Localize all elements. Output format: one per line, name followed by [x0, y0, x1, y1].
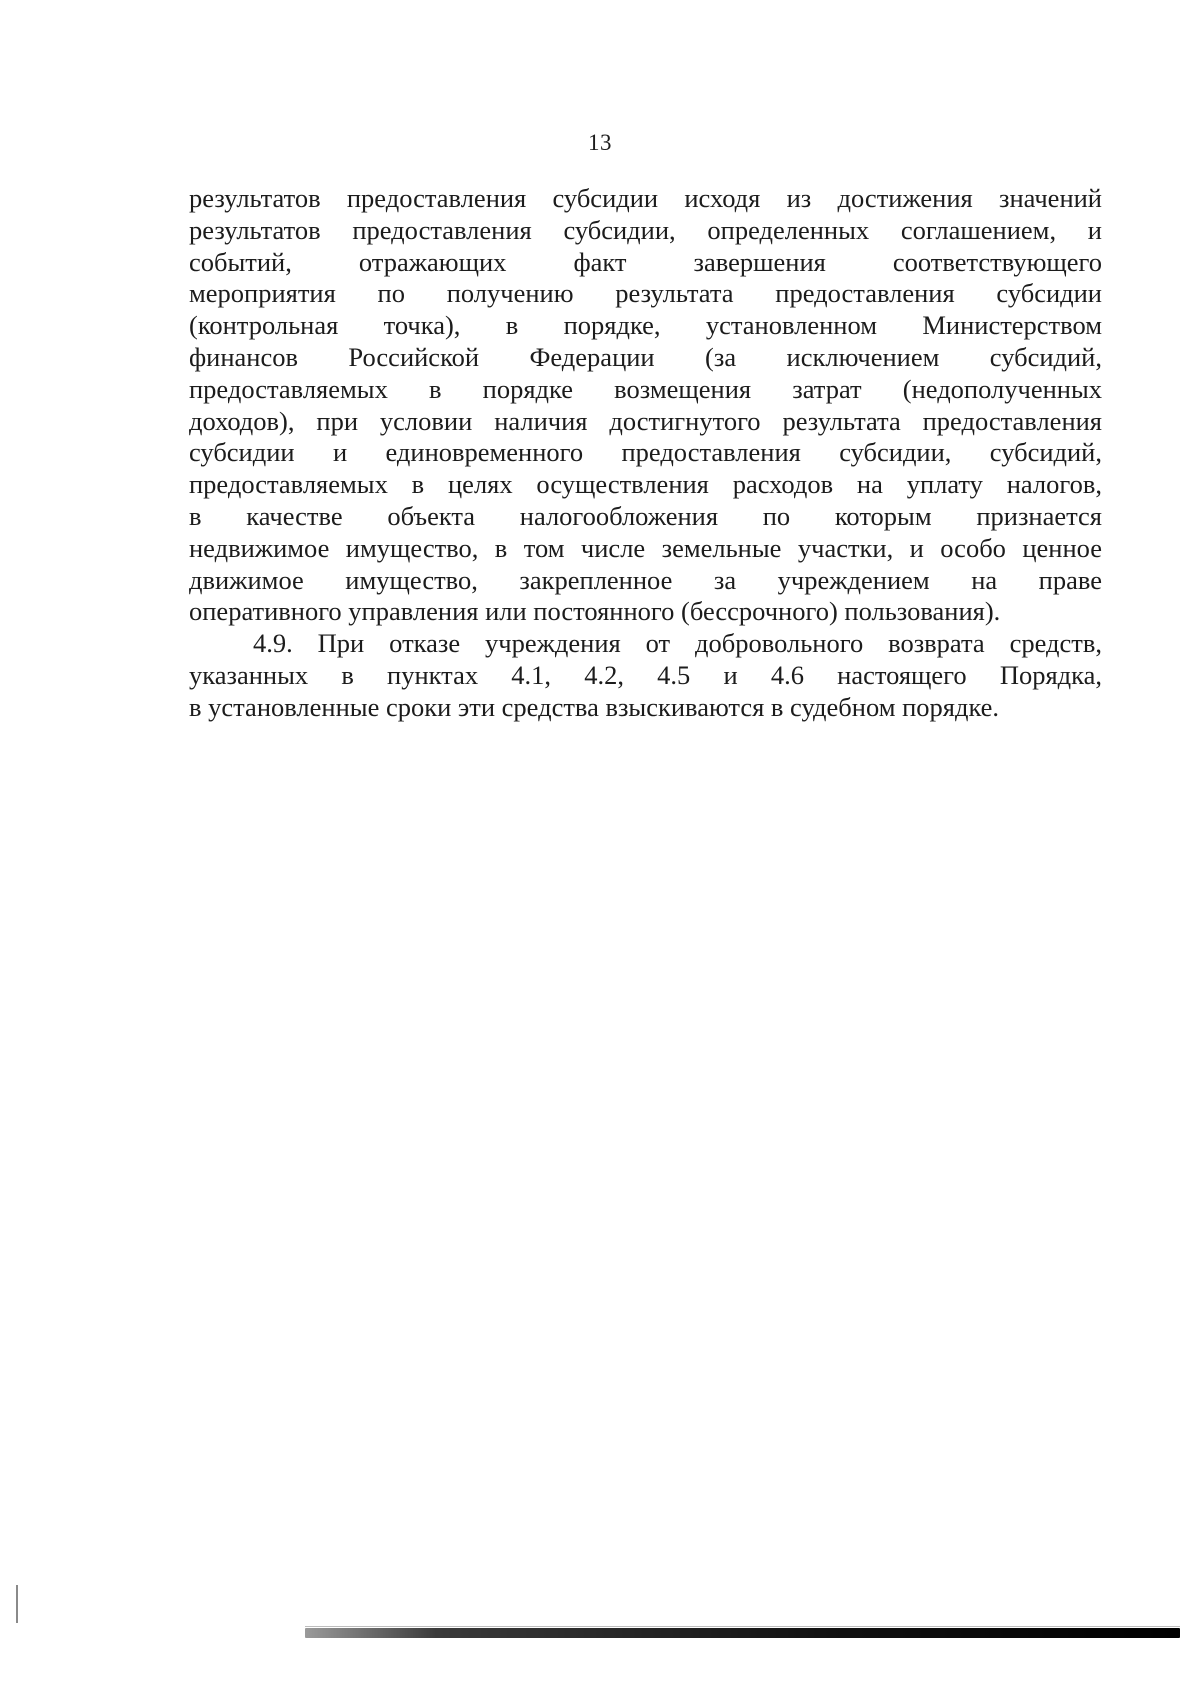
- paragraph-4-9: [189, 628, 1102, 723]
- text-line: мероприятия по получению результата предоставления субсидии: [189, 278, 1102, 309]
- text-line: (контрольная точка), в порядке, установленном Министерством: [189, 310, 1102, 341]
- text-line: предоставляемых в порядке возмещения затрат (недополученных: [189, 373, 1102, 404]
- paragraph: [189, 183, 1102, 628]
- text-line: субсидии и единовременного предоставления субсидии, субсидий,: [189, 437, 1102, 468]
- text-line: в качестве объекта налогообложения по которым признается: [189, 500, 1102, 531]
- text-line: движимое имущество, закрепленное за учреждением на праве: [189, 564, 1102, 595]
- text-line: в установленные сроки эти средства взыскиваются в судебном порядке.: [189, 691, 1000, 722]
- text-line: оперативного управления или постоянного (бессрочного) пользования).: [189, 596, 1001, 627]
- page-number: 13: [588, 130, 612, 155]
- footer-rule: [305, 1628, 1180, 1638]
- text-line: результатов предоставления субсидии исходя из достижения значений: [189, 183, 1102, 213]
- text-line: доходов), при условии наличия достигнутого результата предоставления: [189, 405, 1102, 436]
- document-body: [189, 183, 1102, 724]
- text-line: предоставляемых в целях осуществления расходов на уплату налогов,: [189, 469, 1102, 500]
- text-line: указанных в пунктах 4.1, 4.2, 4.5 и 4.6 настоящего Порядка,: [189, 659, 1102, 690]
- footer-rule-shadow: [305, 1626, 1180, 1627]
- text-line: 4.9. При отказе учреждения от добровольного возврата средств,: [253, 628, 1102, 659]
- text-line: событий, отражающих факт завершения соответствующего: [189, 246, 1102, 277]
- text-line: финансов Российской Федерации (за исключением субсидий,: [189, 341, 1102, 372]
- text-line: недвижимое имущество, в том числе земельные участки, и особо ценное: [189, 532, 1102, 563]
- text-line: результатов предоставления субсидии, определенных соглашением, и: [189, 214, 1102, 245]
- scan-margin-mark: [16, 1585, 18, 1623]
